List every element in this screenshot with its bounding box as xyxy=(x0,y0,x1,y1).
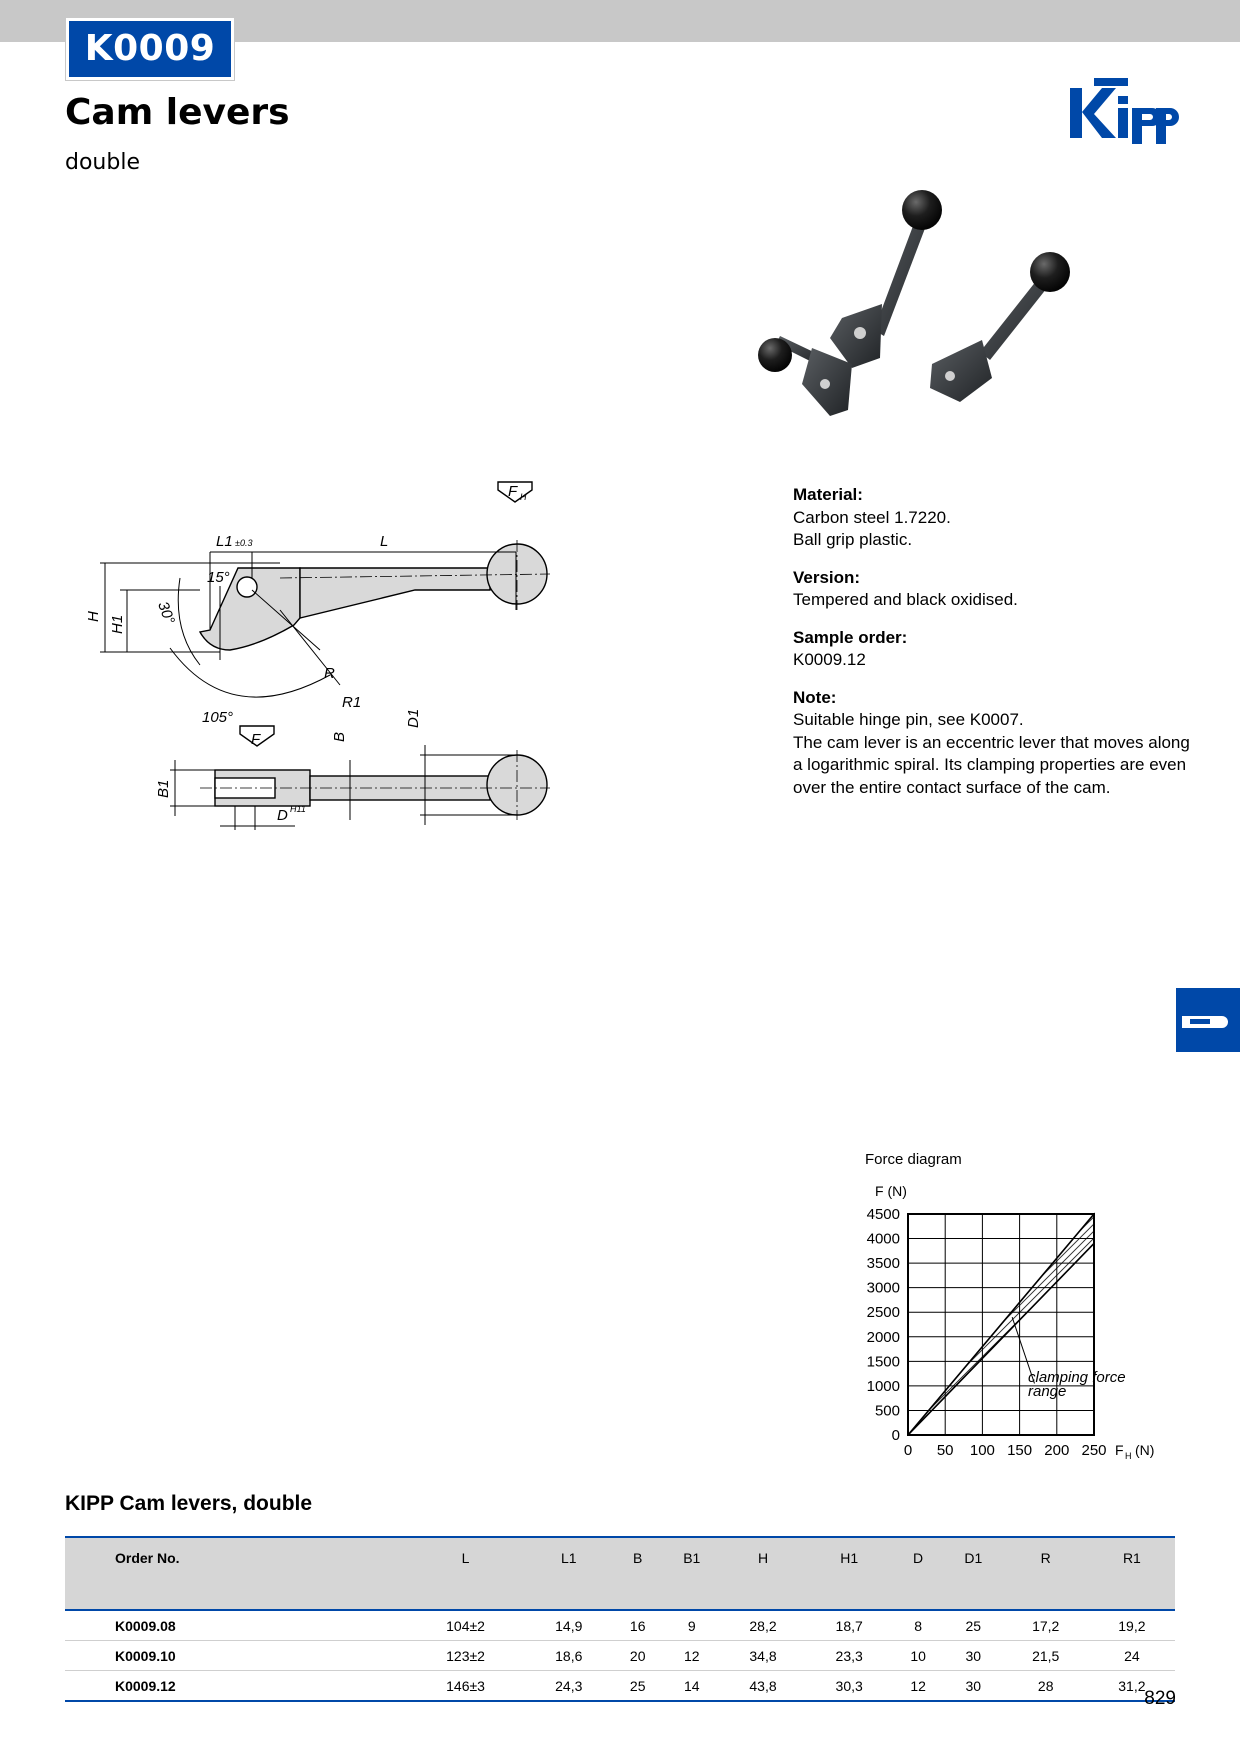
cell-order-no: K0009.12 xyxy=(65,1671,405,1702)
clamping-force-band xyxy=(908,1214,1094,1435)
y-tick-label: 2500 xyxy=(866,1304,900,1322)
annotation-line-2: range xyxy=(1028,1383,1067,1400)
cell: 9 xyxy=(664,1610,720,1641)
page-number: 829 xyxy=(1144,1688,1176,1709)
spec-line: a logarithmic spiral. Its clamping properties are even xyxy=(793,755,1187,774)
dimensions-table xyxy=(65,1536,1175,1702)
cell-order-no: K0009.10 xyxy=(65,1641,405,1671)
y-tick-label: 4500 xyxy=(866,1206,900,1223)
dim-angle-15: 15° xyxy=(207,569,230,586)
spec-line: Suitable hinge pin, see K0007. xyxy=(793,710,1024,729)
table-row xyxy=(65,1641,1175,1671)
product-code-badge: K0009 xyxy=(66,18,234,80)
dim-angle-105: 105° xyxy=(202,709,234,726)
spec-heading-material: Material: xyxy=(793,485,863,504)
cell: 18,6 xyxy=(526,1641,612,1671)
cell: 24 xyxy=(1089,1641,1175,1671)
table-title: KIPP Cam levers, double xyxy=(65,1492,313,1515)
category-tab[interactable] xyxy=(1176,988,1240,1052)
cell: 28,2 xyxy=(720,1610,806,1641)
spec-line: The cam lever is an eccentric lever that moves along xyxy=(793,732,1190,752)
cell: 30 xyxy=(944,1671,1003,1702)
cell: 30 xyxy=(944,1641,1003,1671)
dim-d1: D1 xyxy=(405,708,422,728)
cell: 16 xyxy=(612,1610,664,1641)
y-tick-label: 2000 xyxy=(866,1328,900,1346)
product-photo xyxy=(782,188,1182,458)
force-diagram xyxy=(850,1142,1170,1472)
cell: 30,3 xyxy=(806,1671,892,1702)
dim-h1: H1 xyxy=(109,614,126,634)
col-d1: D1 xyxy=(944,1537,1003,1610)
dim-b: B xyxy=(331,731,348,742)
dim-angle-30: 30° xyxy=(154,599,178,627)
x-tick-label: 150 xyxy=(1007,1442,1033,1459)
cell: 12 xyxy=(664,1641,720,1671)
page-title: Cam levers xyxy=(65,92,290,133)
cell: 123±2 xyxy=(405,1641,525,1671)
cell: 104±2 xyxy=(405,1610,525,1641)
y-tick-label: 500 xyxy=(874,1402,900,1420)
cell: 34,8 xyxy=(720,1641,806,1671)
x-tick-label: 250 xyxy=(1081,1442,1107,1459)
cell: 25 xyxy=(612,1671,664,1702)
cell: 18,7 xyxy=(806,1610,892,1641)
page-subtitle: double xyxy=(65,150,140,175)
cell: 17,2 xyxy=(1003,1610,1089,1641)
dim-r1: R1 xyxy=(342,694,362,711)
x-tick-label: 0 xyxy=(903,1442,913,1459)
cell: 146±3 xyxy=(405,1671,525,1702)
dim-h: H xyxy=(85,611,102,622)
chart-xlabel-unit: (N) xyxy=(1135,1442,1155,1458)
cell: 20 xyxy=(612,1641,664,1671)
table-row xyxy=(65,1610,1175,1641)
cell: 43,8 xyxy=(720,1671,806,1702)
chart-xlabel: F xyxy=(1115,1442,1124,1458)
y-tick-label: 1500 xyxy=(866,1353,900,1371)
dim-d-tol: H11 xyxy=(290,804,306,814)
cell: 19,2 xyxy=(1089,1610,1175,1641)
x-tick-label: 200 xyxy=(1044,1442,1070,1459)
y-tick-label: 3000 xyxy=(866,1279,900,1297)
dim-b1: B1 xyxy=(155,779,172,798)
col-h1: H1 xyxy=(806,1537,892,1610)
y-tick-label: 3500 xyxy=(866,1255,900,1273)
col-l1: L1 xyxy=(526,1537,612,1610)
dim-l1: L1 xyxy=(216,533,233,550)
chart-ylabel: F (N) xyxy=(875,1183,907,1199)
cell: 14 xyxy=(664,1671,720,1702)
technical-drawing xyxy=(80,483,580,940)
dim-r: R xyxy=(324,665,335,682)
x-tick-label: 100 xyxy=(969,1442,995,1459)
col-h: H xyxy=(720,1537,806,1610)
y-tick-label: 0 xyxy=(891,1427,900,1444)
cell: 12 xyxy=(892,1671,944,1702)
spec-line: Carbon steel 1.7220. xyxy=(793,507,951,527)
col-d: D xyxy=(892,1537,944,1610)
cam-lever-icon xyxy=(1176,988,1240,1052)
chart-xlabel-sub: H xyxy=(1125,1451,1132,1461)
cell-order-no: K0009.08 xyxy=(65,1610,405,1641)
cell: 10 xyxy=(892,1641,944,1671)
y-tick-label: 4000 xyxy=(866,1230,900,1248)
chart-title: Force diagram xyxy=(865,1151,962,1168)
cell: 8 xyxy=(892,1610,944,1641)
col-b1: B1 xyxy=(664,1537,720,1610)
cell: 25 xyxy=(944,1610,1003,1641)
col-b: B xyxy=(612,1537,664,1610)
annotation-line-1: clamping force xyxy=(1028,1369,1126,1386)
col-order-no: Order No. xyxy=(65,1537,405,1610)
spec-heading-sample-order: Sample order: xyxy=(793,627,908,647)
kipp-logo xyxy=(1068,74,1180,158)
dim-d: D xyxy=(277,807,288,824)
spec-line: K0009.12 xyxy=(793,650,866,669)
cell: 31,2 xyxy=(1089,1671,1175,1702)
cell: 28 xyxy=(1003,1671,1089,1702)
table-header-row xyxy=(65,1537,1175,1610)
col-r: R xyxy=(1003,1537,1089,1610)
dim-l: L xyxy=(380,533,389,550)
cell: 14,9 xyxy=(526,1610,612,1641)
cell: 23,3 xyxy=(806,1641,892,1671)
col-r1: R1 xyxy=(1089,1537,1175,1610)
force-fh-label: F xyxy=(508,483,518,500)
cell: 21,5 xyxy=(1003,1641,1089,1671)
spec-heading-version: Version: xyxy=(793,567,861,587)
x-tick-label: 50 xyxy=(936,1442,954,1459)
specifications xyxy=(793,484,1193,799)
dim-l1-tol: ±0.3 xyxy=(235,538,253,548)
spec-line: over the entire contact surface of the cam. xyxy=(793,777,1111,797)
y-tick-label: 1000 xyxy=(866,1377,900,1395)
table-row xyxy=(65,1671,1175,1702)
force-fh-sub: H xyxy=(520,492,527,502)
spec-line: Tempered and black oxidised. xyxy=(793,590,1018,609)
cell: 24,3 xyxy=(526,1671,612,1702)
spec-heading-note: Note: xyxy=(793,687,837,707)
col-l: L xyxy=(405,1537,525,1610)
spec-line: Ball grip plastic. xyxy=(793,530,913,549)
force-f-label: F xyxy=(251,731,261,748)
